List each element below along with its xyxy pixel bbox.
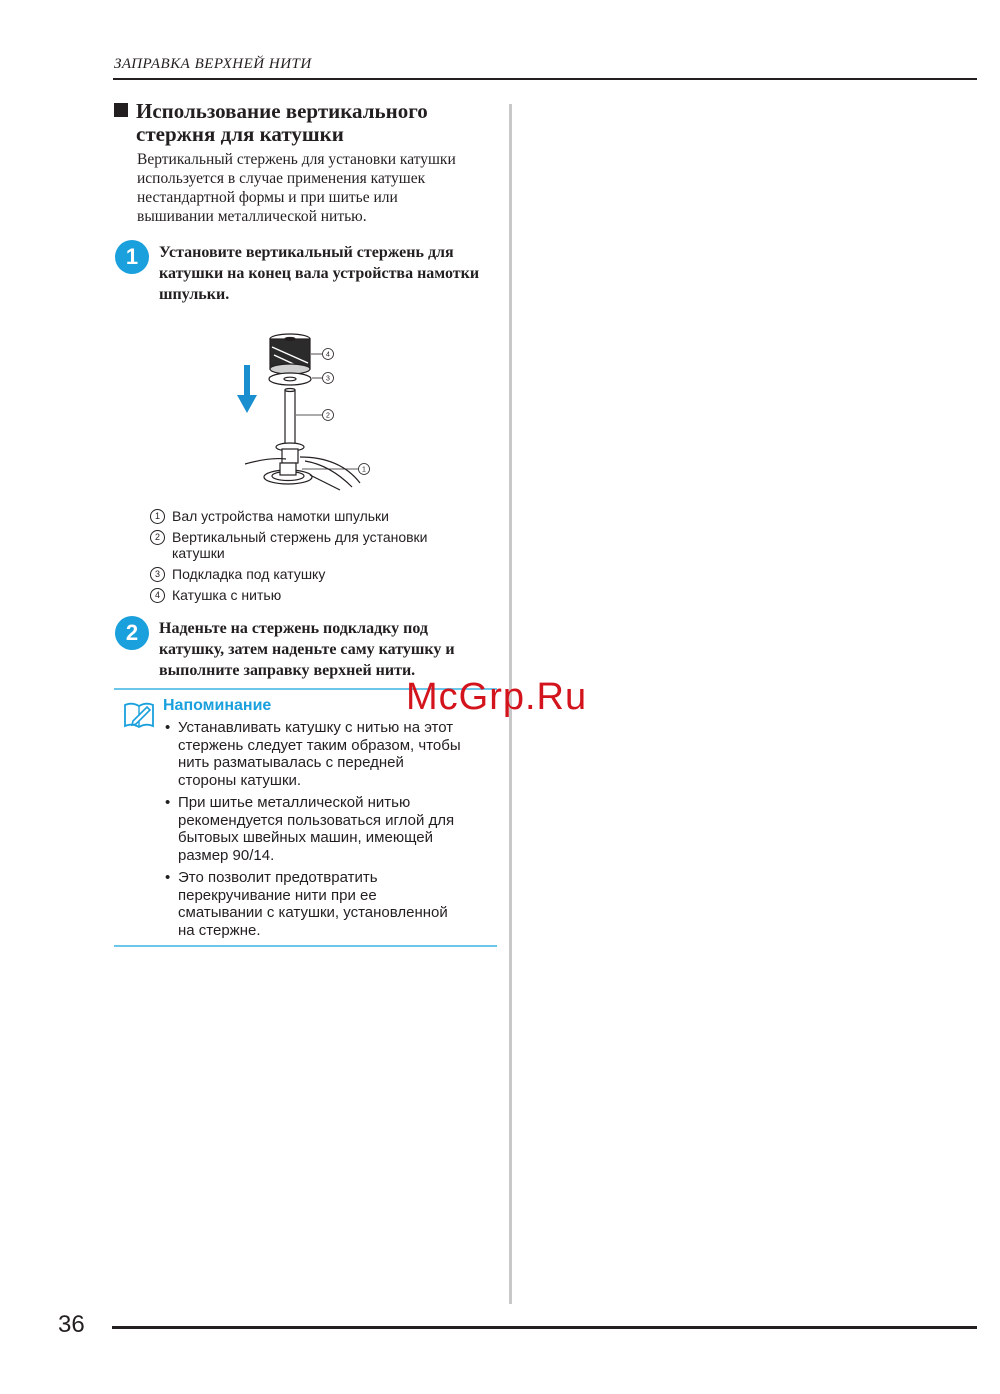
legend-text: катушки	[172, 545, 225, 561]
bullet-dot: •	[165, 794, 171, 811]
spool-icon	[270, 334, 310, 374]
spool-pin-illustration	[230, 325, 380, 500]
legend-number: 2	[150, 530, 165, 545]
intro-paragraph	[137, 150, 497, 226]
legend-text: Вал устройства намотки шпульки	[172, 508, 389, 524]
step-2-badge: 2	[115, 616, 149, 650]
memo-line: Устанавливать катушку с нитью на этот	[178, 719, 454, 736]
memo-line: на стержне.	[178, 921, 261, 939]
memo-bottom-rule	[114, 945, 497, 947]
legend-text: Подкладка под катушку	[172, 566, 326, 582]
section-square-icon	[114, 103, 128, 117]
memo-line: рекомендуется пользоваться иглой для	[178, 811, 455, 829]
step-1-badge: 1	[115, 240, 149, 274]
legend-text: Вертикальный стержень для установки	[172, 529, 428, 545]
memo-bullet-2	[165, 794, 495, 866]
step-1-text	[159, 242, 504, 305]
callout-3: 3	[326, 375, 330, 383]
memo-line: размер 90/14.	[178, 846, 275, 864]
memo-bullet-1	[165, 719, 495, 791]
step-1-line: катушки на конец вала устройства намотки	[159, 265, 480, 282]
spool-felt-icon	[269, 373, 311, 385]
bobbin-winder-icon	[245, 457, 360, 490]
step-1-line: шпульки.	[159, 286, 230, 303]
running-head: ЗАПРАВКА ВЕРХНЕЙ НИТИ	[114, 56, 312, 72]
spool-pin-diagram	[230, 325, 380, 495]
step-1-line: Установите вертикальный стержень для	[159, 244, 454, 261]
legend-number: 3	[150, 567, 165, 582]
legend-number: 1	[150, 509, 165, 524]
callout-2: 2	[326, 412, 330, 420]
legend-text: Катушка с нитью	[172, 587, 282, 603]
step-2-text	[159, 618, 504, 681]
memo-line: стержень следует таким образом, чтобы	[178, 736, 461, 754]
memo-pencil-icon	[123, 701, 155, 734]
section-title	[114, 100, 504, 146]
step-2-line: выполните заправку верхней нити.	[159, 662, 416, 679]
section-title-line-2: стержня для катушки	[136, 122, 344, 146]
memo-line: стороны катушки.	[178, 771, 302, 789]
legend-number: 4	[150, 588, 165, 603]
intro-line: нестандартной формы и при шитье или	[137, 189, 398, 206]
bullet-dot: •	[165, 719, 171, 736]
legend-item-2	[150, 529, 490, 563]
callout-4: 4	[326, 351, 330, 359]
step-2-line: катушку, затем наденьте саму катушку и	[159, 641, 455, 658]
spool-pin-icon	[276, 389, 304, 464]
intro-line: вышивании металлической нитью.	[137, 208, 367, 225]
callout-1: 1	[362, 466, 366, 474]
footer-rule	[112, 1326, 977, 1329]
down-arrow-icon	[237, 365, 257, 413]
memo-line: перекручивание нити при ее	[178, 886, 377, 904]
section-title-line-1: Использование вертикального	[136, 99, 428, 123]
memo-line: Это позволит предотвратить	[178, 869, 378, 886]
step-2-line: Наденьте на стержень подкладку под	[159, 620, 429, 637]
page-number: 36	[58, 1311, 85, 1338]
header-rule	[113, 78, 977, 80]
legend-item-1	[150, 508, 490, 526]
memo-bullet-3	[165, 869, 495, 941]
watermark: McGrp.Ru	[406, 676, 588, 718]
intro-line: Вертикальный стержень для установки катушки	[137, 151, 456, 168]
bullet-dot: •	[165, 869, 171, 886]
memo-line: нить разматывалась с передней	[178, 754, 404, 771]
intro-line: используется в случае применения катушек	[137, 170, 426, 187]
memo-title: Напоминание	[163, 697, 272, 714]
memo-line: сматывании с катушки, установленной	[178, 904, 448, 921]
legend-item-3	[150, 566, 490, 584]
legend-item-4	[150, 587, 490, 605]
memo-line: При шитье металлической нитью	[178, 794, 411, 811]
memo-line: бытовых швейных машин, имеющей	[178, 829, 433, 846]
